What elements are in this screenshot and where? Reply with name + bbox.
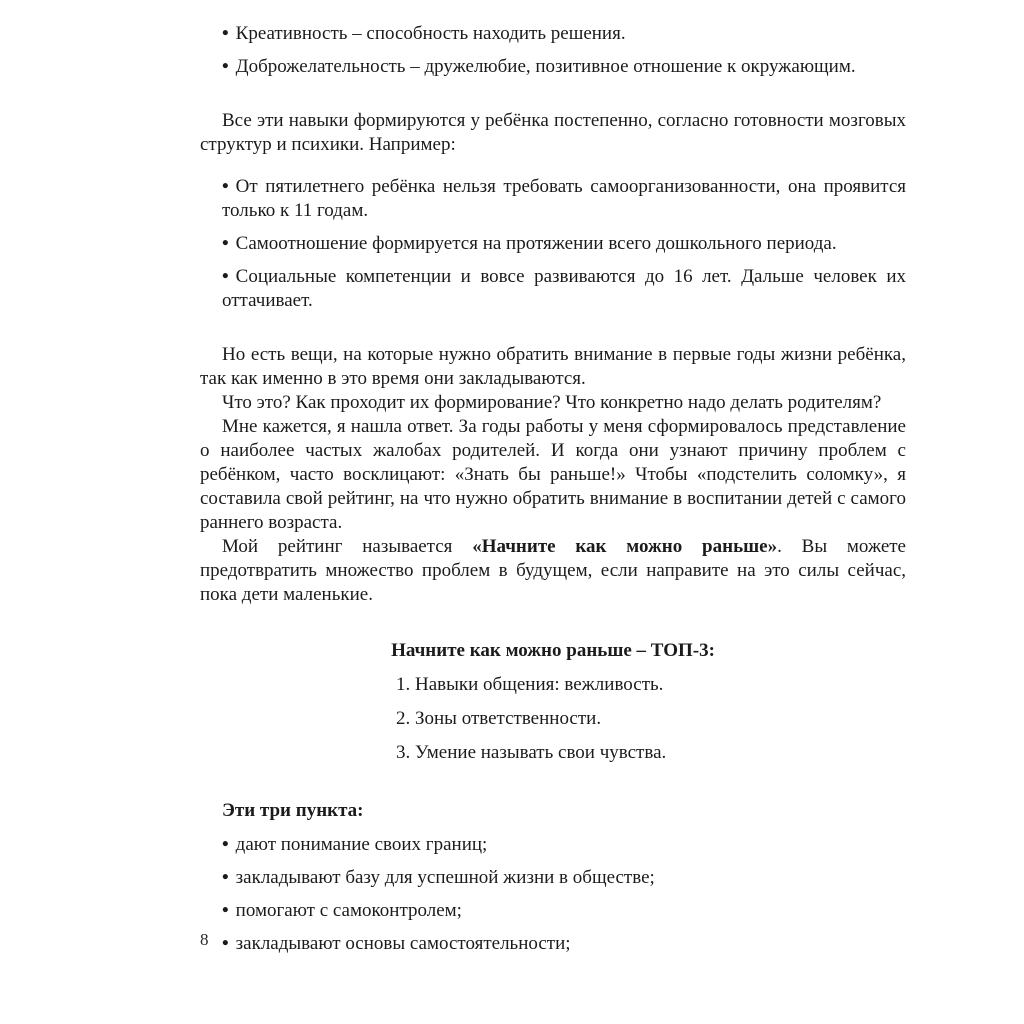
bullet-icon: • [222, 176, 229, 197]
list-item-text: Доброжелательность – дружелюбие, позитивное отношение к окружающим. [235, 56, 856, 77]
list-item [222, 833, 906, 857]
list-item [222, 265, 906, 313]
list-item [222, 866, 906, 890]
paragraph-skills: Все эти навыки формируются у ребёнка постепенно, согласно готовности мозговых структур и психики. Например: [200, 110, 906, 155]
intro-bullet-list [200, 22, 906, 79]
numbered-item: 3. Умение называть свои чувства. [396, 742, 667, 763]
list-item [222, 232, 906, 256]
paragraph-but: Но есть вещи, на которые нужно обратить внимание в первые годы жизни ребёнка, так как именно в это время они закладываются. [200, 344, 906, 389]
page-number: 8 [200, 930, 209, 949]
numbered-item: 2. Зоны ответственности. [396, 708, 602, 729]
list-item-text: Самоотношение формируется на протяжении всего дошкольного периода. [235, 233, 837, 254]
top3-heading: Начните как можно раньше – ТОП-3: [391, 640, 715, 661]
list-item [222, 175, 906, 223]
paragraph-rating [200, 535, 906, 607]
bullet-icon: • [222, 233, 229, 254]
top3-list [200, 673, 906, 765]
page-content [200, 22, 906, 965]
bullet-icon: • [222, 266, 229, 287]
bullet-icon: • [222, 23, 229, 44]
bullet-icon: • [222, 56, 229, 77]
points-bullet-list [200, 833, 906, 956]
list-item [222, 22, 906, 46]
rating-prefix: Мой рейтинг называется [222, 536, 473, 557]
list-item-text: закладывают базу для успешной жизни в обществе; [235, 867, 655, 888]
list-item-text: дают понимание своих границ; [235, 834, 488, 855]
list-item-text: От пятилетнего ребёнка нельзя требовать самоорганизованности, она проявится только к 11 годам. [222, 176, 906, 221]
rating-suffix: . Вы можете предотвратить множество проблем в будущем, если направите на это силы сейчас, пока дети маленькие. [200, 536, 906, 605]
skills-bullet-list [200, 175, 906, 313]
bullet-icon: • [222, 900, 229, 921]
paragraph-answer: Мне кажется, я нашла ответ. За годы работы у меня сформировалось представление о наиболее частых жалобах родителей. И когда они узнают причину проблем с ребёнком, часто восклицают: «Знать бы раньше!» Чтобы «подстелить соломку», я составила свой рейтинг, на что нужно обратить внимание в воспитании детей с самого раннего возраста. [200, 416, 906, 533]
list-item-text: помогают с самоконтролем; [235, 900, 462, 921]
rating-title: «Начните как можно раньше» [472, 536, 778, 557]
list-item [222, 899, 906, 923]
points-label: Эти три пункта: [222, 800, 364, 821]
list-item [222, 932, 906, 956]
list-item-text: закладывают основы самостоятельности; [235, 933, 571, 954]
bullet-icon: • [222, 834, 229, 855]
bullet-icon: • [222, 867, 229, 888]
bullet-icon: • [222, 933, 229, 954]
numbered-item: 1. Навыки общения: вежливость. [396, 674, 664, 695]
list-item [222, 55, 906, 79]
paragraph-what: Что это? Как проходит их формирование? Что конкретно надо делать родителям? [222, 392, 882, 413]
list-item-text: Креативность – способность находить решения. [235, 23, 626, 44]
list-item-text: Социальные компетенции и вовсе развиваются до 16 лет. Дальше человек их оттачивает. [222, 266, 906, 311]
